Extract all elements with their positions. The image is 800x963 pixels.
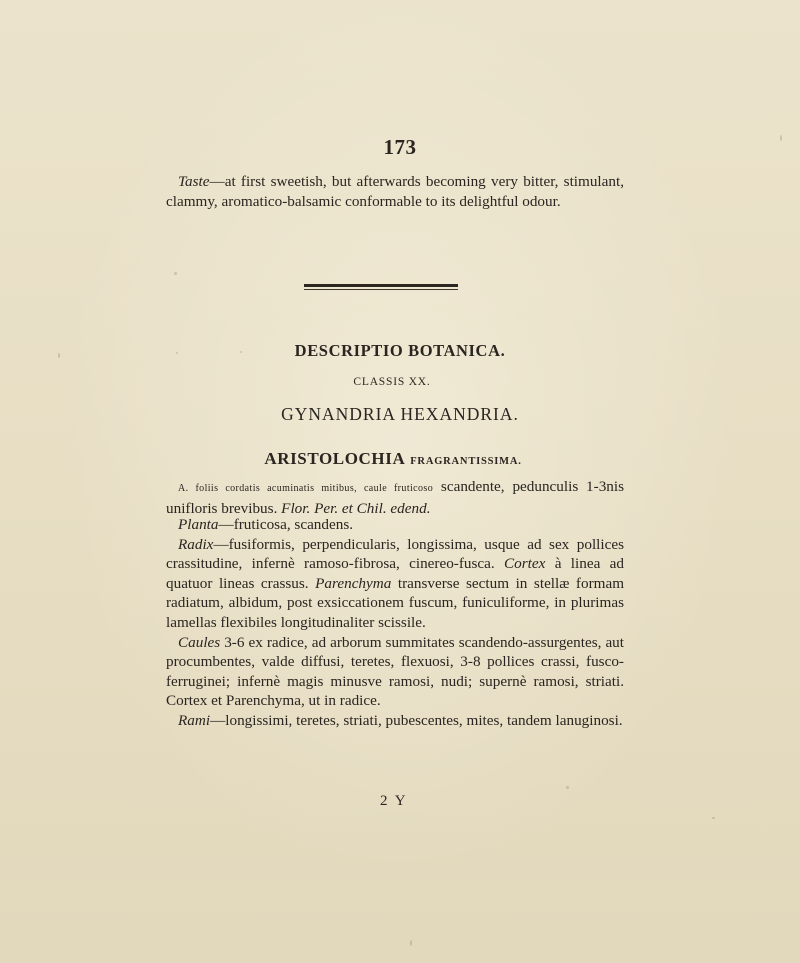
paper-spot [174,272,177,275]
paper-spot [410,940,412,946]
taste-paragraph [166,172,624,211]
paper-spot [712,817,715,819]
planta-label: Planta [178,516,219,533]
section-divider-rule [304,284,458,290]
rami-paragraph [166,711,624,731]
parenchyma-label: Parenchyma [315,574,392,592]
caules-paragraph [166,633,624,711]
diagnosis-lead: A. foliis cordatis acuminatis mitibus, caule fruticoso [178,483,434,494]
classis-heading: CLASSIS XX. [353,376,431,388]
diagnosis-scandente: scandente, [433,478,505,495]
paper-spot [566,786,569,789]
species-name: FRAGRANTISSIMA. [410,456,522,467]
planta-paragraph [166,515,624,535]
genus-name: ARISTOLOCHIA [264,449,406,468]
caules-label: Caules [178,633,221,651]
order-heading: GYNANDRIA HEXANDRIA. [281,404,519,424]
radix-text: —fusiformis, perpendicularis, longissima, usque ad sex pollices crassitudine, infernè ramoso-fibrosa, cinereo-fusca. [166,535,624,573]
rami-text: —longissimi, teretes, striati, pubescentes, mites, tandem lanuginosi. [210,711,623,729]
diagnosis-paragraph [166,477,624,518]
parenchyma-text: transverse sectum in stellæ formam radiatum, albidum, post exsiccationem fuscum, funiculiforme, in plurimas lamellas flexibiles longitudinaliter scissile. [166,574,625,631]
caules-text: 3-6 ex radice, ad arborum summitates scandendo-assurgentes, aut procumbentes, valde diffusi, teretes, flexuosi, 3-8 pollices crassi, fusco-ferruginei; infernè magis minusve ramosi, nudi; supernè ramosi, striati. Cortex et Parenchyma, ut in radice. [166,633,624,710]
rami-label: Rami [178,711,211,729]
radix-paragraph [166,535,624,633]
diagnosis-line2: pedunculis 1-3nis unifloris brevibus. [166,478,625,517]
signature-mark: 2 Y [380,793,408,809]
planta-text: —fruticosa, scandens. [218,516,354,533]
cortex-label: Cortex [504,555,546,573]
section-heading-descriptio: DESCRIPTIO BOTANICA. [294,341,506,360]
diagnosis-reference: Flor. Per. et Chil. edend. [281,499,431,517]
page-number: 173 [383,135,417,159]
taste-text: —at first sweetish, but afterwards becoming very bitter, stimulant, clammy, aromatico-balsamic conformable to its delightful odour. [166,173,624,210]
radix-label: Radix [178,535,214,553]
cortex-text: à linea ad quatuor lineas crassus. [166,555,624,592]
description-body [166,515,624,731]
species-heading [0,449,793,469]
taste-label: Taste [178,173,210,190]
